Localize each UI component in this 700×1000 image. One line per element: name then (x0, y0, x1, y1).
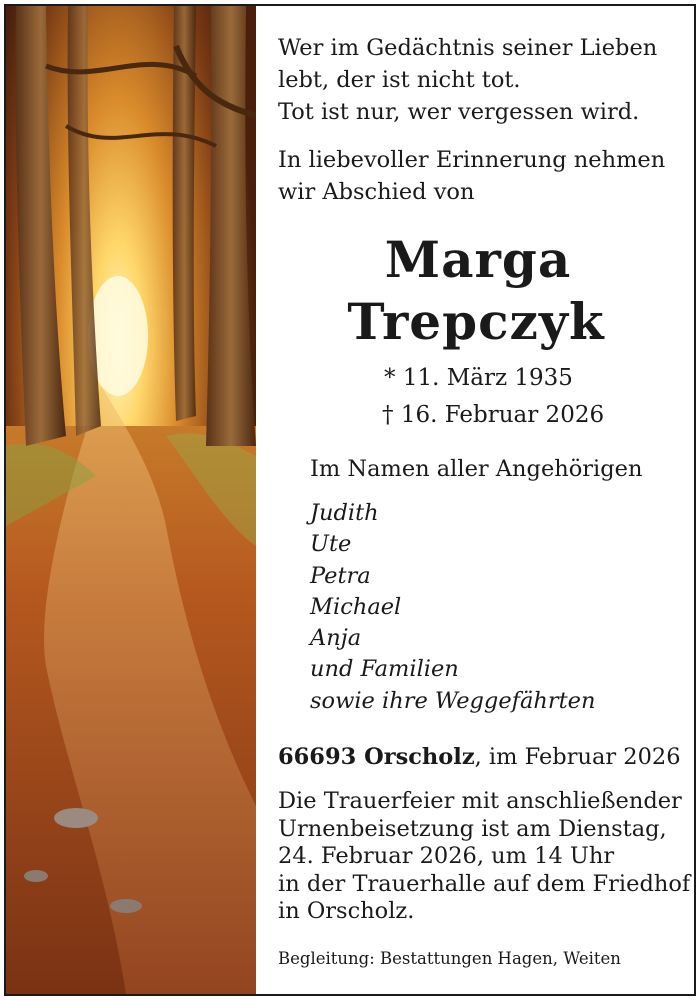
deceased-first-name: Marga (384, 230, 572, 289)
deceased-last-name: Trepczyk (347, 292, 605, 351)
place-date: , im Februar 2026 (474, 744, 681, 770)
intro-line: In liebevoller Erinnerung nehmen (278, 147, 666, 173)
mourner-name: Ute (310, 531, 352, 558)
death-date (382, 399, 604, 431)
intro-line: wir Abschied von (278, 179, 475, 205)
mourners-list (310, 498, 596, 717)
quote-line: lebt, der ist nicht tot. (278, 67, 521, 93)
mourner-name: sowie ihre Weggefährten (310, 687, 596, 714)
mourner-name: Anja (310, 625, 362, 652)
mourner-name: und Familien (310, 656, 459, 683)
service-line: in Orscholz. (278, 898, 415, 924)
service-line: Urnenbeisetzung ist am Dienstag, (278, 815, 667, 842)
funeral-service-info (278, 788, 690, 926)
birth-date (384, 362, 573, 394)
mourner-name: Petra (310, 562, 371, 589)
death-date-text: 16. Februar 2026 (400, 402, 605, 428)
mourner-name: Michael (310, 593, 402, 620)
service-line: 24. Februar 2026, um 14 Uhr (278, 843, 615, 869)
memorial-quote (278, 32, 657, 128)
death-cross-icon: † (382, 402, 394, 428)
mourner-name: Judith (310, 500, 379, 526)
quote-line: Tot ist nur, wer vergessen wird. (278, 99, 640, 125)
funeral-home-credit: Begleitung: Bestattungen Hagen, Weiten (278, 949, 621, 968)
service-line: Die Trauerfeier mit anschließender (278, 788, 682, 814)
notice-text-column (270, 6, 690, 994)
service-line: in der Trauerhalle auf dem Friedhof (278, 870, 691, 897)
place-and-date (278, 741, 681, 773)
place-name: 66693 Orscholz (278, 744, 475, 770)
autumn-forest-path-image (6, 6, 256, 994)
family-heading: Im Namen aller Angehörigen (310, 456, 643, 482)
birth-date-text: 11. März 1935 (402, 365, 573, 391)
farewell-intro (278, 144, 665, 208)
quote-line: Wer im Gedächtnis seiner Lieben (278, 35, 658, 61)
birth-star-icon: * (384, 365, 396, 391)
